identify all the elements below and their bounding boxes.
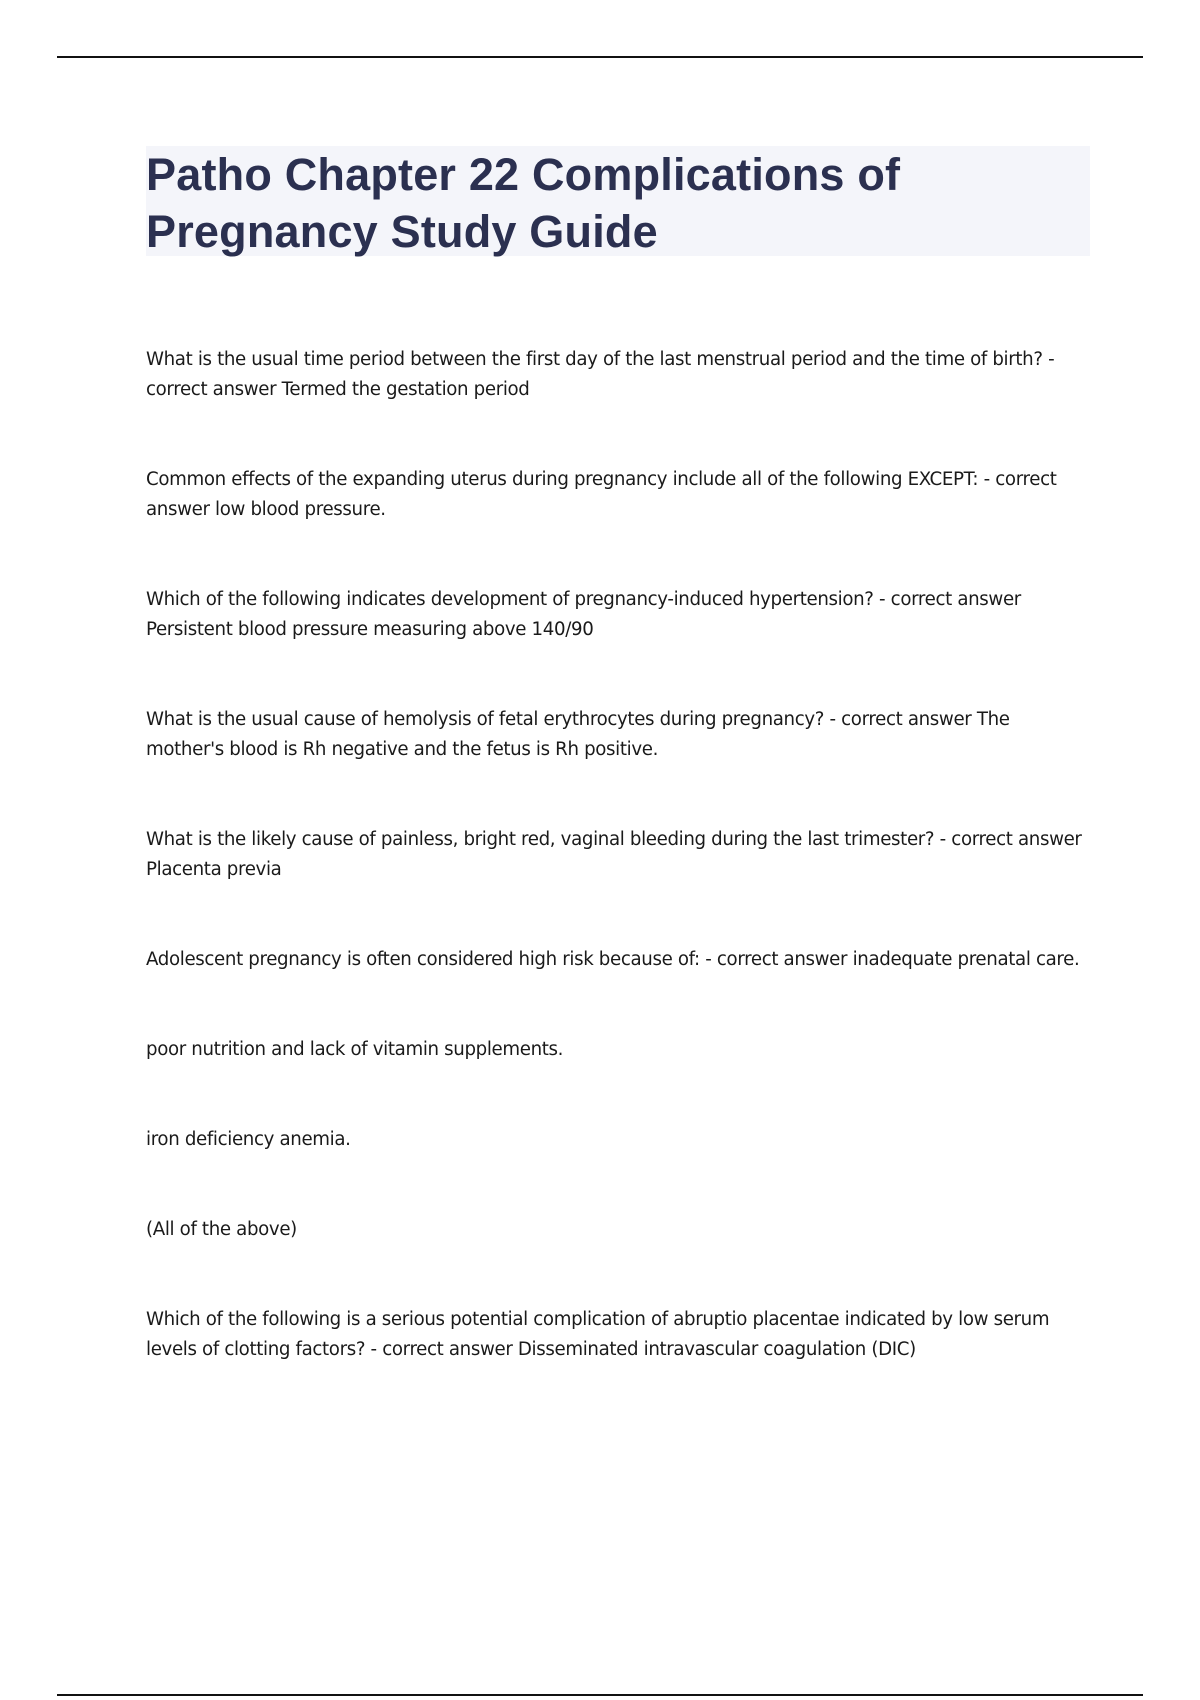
document-title: Patho Chapter 22 Complications of Pregnancy Study Guide [146, 149, 901, 257]
top-divider [57, 56, 1143, 58]
qa-paragraph-4: What is the usual cause of hemolysis of fetal erythrocytes during pregnancy? - correct answer The mother's blood is Rh negative and the fetus is Rh positive. [146, 709, 1010, 760]
qa-paragraph-1: What is the usual time period between the first day of the last menstrual period and the time of birth? - correct answer Termed the gestation period [146, 349, 1055, 400]
answer-option-paragraph-1: poor nutrition and lack of vitamin supplements. [146, 1039, 564, 1060]
qa-paragraph-7: Which of the following is a serious potential complication of abruptio placentae indicated by low serum levels of clotting factors? - correct answer Disseminated intravascular coagulation (DIC) [146, 1309, 1050, 1360]
qa-paragraph-5: What is the likely cause of painless, bright red, vaginal bleeding during the last trimester? - correct answer Placenta previa [146, 829, 1082, 880]
document-body [146, 345, 1090, 1365]
title-block [146, 146, 1090, 256]
answer-option-paragraph-3: (All of the above) [146, 1219, 297, 1240]
qa-paragraph-6: Adolescent pregnancy is often considered high risk because of: - correct answer inadequate prenatal care. [146, 949, 1080, 970]
qa-paragraph-3: Which of the following indicates development of pregnancy-induced hypertension? - correct answer Persistent blood pressure measuring above 140/90 [146, 589, 1021, 640]
bottom-divider [57, 1694, 1143, 1696]
answer-option-paragraph-2: iron deficiency anemia. [146, 1129, 351, 1150]
qa-paragraph-2: Common effects of the expanding uterus during pregnancy include all of the following EXCEPT: - correct answer low blood pressure. [146, 469, 1057, 520]
